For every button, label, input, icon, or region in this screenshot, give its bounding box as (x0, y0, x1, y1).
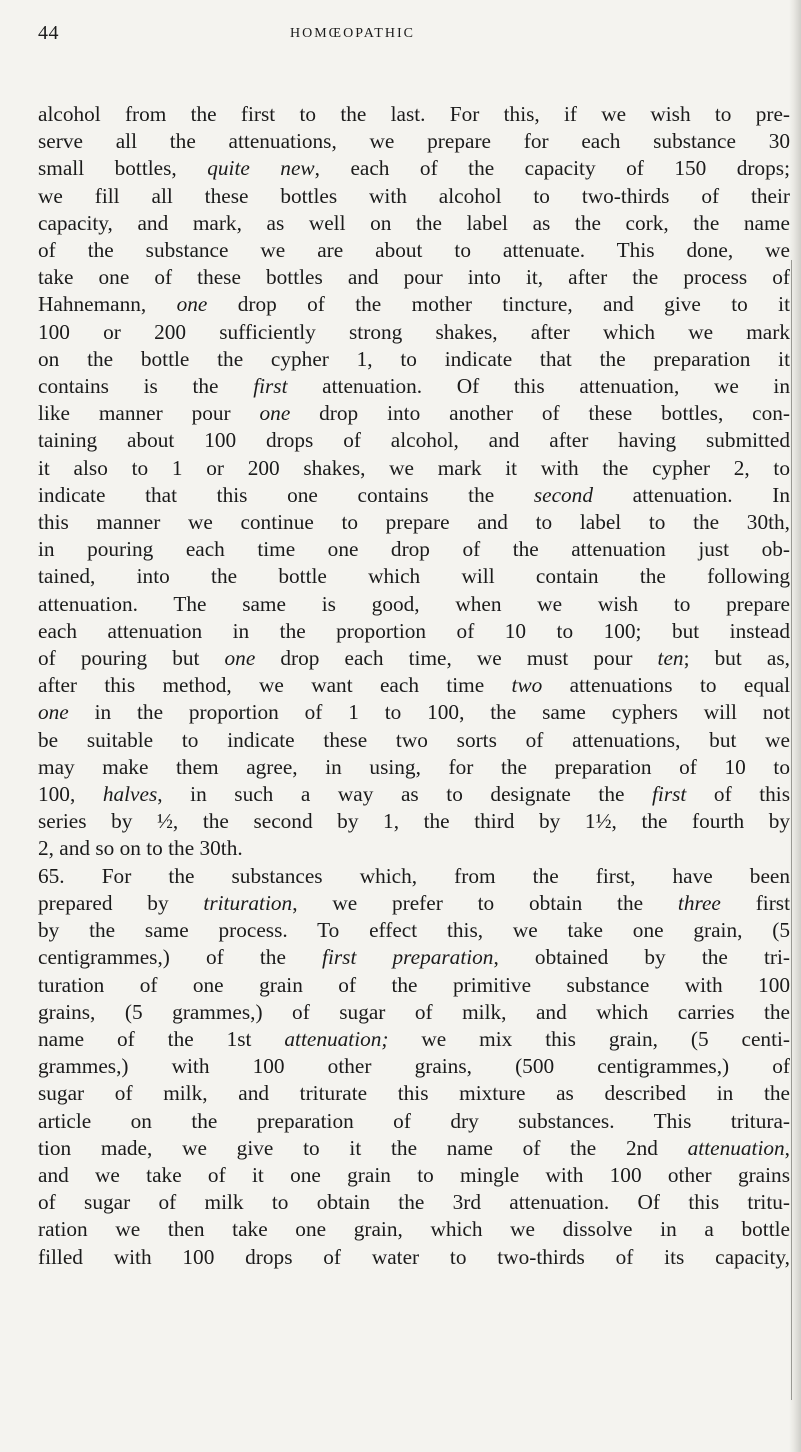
text-line (38, 890, 790, 917)
text-line (38, 264, 790, 291)
text-fragment: of sugar of milk to obtain the 3rd attenuation. Of this tritu- (38, 1190, 790, 1215)
page-number: 44 (38, 22, 59, 44)
italic-text: one (259, 401, 291, 426)
text-line (38, 754, 790, 781)
page-header (38, 18, 738, 48)
text-fragment: we mix this grain, (5 centi- (388, 1026, 791, 1051)
text-fragment: contains is the (38, 374, 254, 399)
text-line (38, 1053, 790, 1080)
text-fragment: indicate that this one contains the (38, 482, 534, 507)
italic-text: quite new (207, 156, 315, 181)
text-fragment: each attenuation in the proportion of 10 to 100; but instead (38, 618, 790, 643)
text-line (38, 155, 790, 182)
text-line (38, 183, 790, 210)
text-fragment: sugar of milk, and triturate this mixture as described in the (38, 1081, 790, 1106)
text-fragment: like manner pour (38, 401, 260, 426)
text-fragment: centigrammes,) of the (38, 945, 323, 970)
text-line (38, 672, 790, 699)
text-fragment: prepared by (38, 890, 204, 915)
text-line (38, 1135, 790, 1162)
text-line (38, 536, 790, 563)
text-fragment: it also to 1 or 200 shakes, we mark it with the cypher 2, to (38, 455, 790, 480)
text-fragment: small bottles, (38, 156, 208, 181)
italic-text: first preparation (322, 945, 494, 970)
text-fragment: filled with 100 drops of water to two-thirds of its capacity, (38, 1244, 790, 1269)
text-line (38, 101, 790, 128)
running-head: HOMŒOPATHIC (290, 26, 415, 41)
text-fragment: name of the 1st (38, 1026, 285, 1051)
italic-text: trituration (203, 890, 293, 915)
text-line (38, 509, 790, 536)
text-fragment: tion made, we give to it the name of the 2nd (38, 1135, 688, 1160)
text-fragment: on the bottle the cypher 1, to indicate that the preparation it (38, 346, 790, 371)
italic-text: attenuation; (284, 1026, 389, 1051)
text-fragment: alcohol from the first to the last. For this, if we wish to pre- (38, 102, 790, 126)
text-fragment: by the same process. To effect this, we take one grain, (5 (38, 918, 790, 943)
text-fragment: drop into another of these bottles, con- (290, 401, 790, 426)
italic-text: one (38, 700, 69, 725)
text-fragment: and we take of it one grain to mingle with 100 other grains (38, 1162, 790, 1187)
body-text (38, 101, 790, 1271)
text-line (38, 645, 790, 672)
text-fragment: first (720, 890, 790, 915)
text-fragment: 2, and so on to the 30th. (38, 836, 243, 861)
text-line (38, 128, 790, 155)
text-line (38, 237, 790, 264)
italic-text: two (511, 673, 543, 698)
text-fragment: of this (686, 782, 790, 807)
text-line (38, 591, 790, 618)
text-line (38, 972, 790, 999)
text-line (38, 808, 790, 835)
text-line (38, 1108, 790, 1135)
text-fragment: of pouring but (38, 646, 225, 671)
text-line (38, 210, 790, 237)
italic-text: ten (657, 646, 684, 671)
text-line (38, 1189, 790, 1216)
text-fragment: 65. For the substances which, from the first, have been (38, 863, 790, 888)
text-line (38, 727, 790, 754)
text-fragment: 100 or 200 sufficiently strong shakes, after which we mark (38, 319, 790, 344)
text-line (38, 1026, 790, 1053)
text-fragment: may make them agree, in using, for the preparation of 10 to (38, 754, 790, 779)
text-fragment: capacity, and mark, as well on the label as the cork, the name (38, 210, 790, 235)
text-line (38, 781, 790, 808)
text-fragment: this manner we continue to prepare and to label to the 30th, (38, 510, 790, 535)
text-fragment: Hahnemann, (38, 292, 177, 317)
italic-text: second (533, 482, 593, 507)
text-fragment: tained, into the bottle which will contain the following (38, 564, 790, 589)
italic-text: one (176, 292, 208, 317)
text-line (38, 455, 790, 482)
text-fragment: , each of the capacity of 150 drops; (314, 156, 791, 181)
text-fragment: drop of the mother tincture, and give to it (207, 292, 790, 317)
text-fragment: , we prefer to obtain the (292, 890, 678, 915)
text-line (38, 1162, 790, 1189)
text-line (38, 999, 790, 1026)
text-fragment: ration we then take one grain, which we dissolve in a bottle (38, 1217, 790, 1242)
text-fragment: attenuation. In (592, 482, 790, 507)
text-fragment: serve all the attenuations, we prepare for each substance 30 (38, 129, 790, 154)
text-line (38, 1244, 790, 1271)
text-line (38, 835, 790, 862)
text-fragment: be suitable to indicate these two sorts of attenuations, but we (38, 727, 790, 752)
text-line (38, 618, 790, 645)
text-fragment: series by ½, the second by 1, the third by 1½, the fourth by (38, 809, 790, 834)
text-fragment: , (784, 1135, 790, 1160)
italic-text: three (677, 890, 721, 915)
text-line (38, 944, 790, 971)
text-fragment: in the proportion of 1 to 100, the same cyphers will not (68, 700, 790, 725)
text-line (38, 563, 790, 590)
text-line (38, 699, 790, 726)
text-fragment: we fill all these bottles with alcohol to two-thirds of their (38, 183, 790, 208)
text-fragment: take one of these bottles and pour into it, after the process of (38, 265, 790, 290)
text-line (38, 319, 790, 346)
text-fragment: 100, (38, 782, 103, 807)
text-fragment: after this method, we want each time (38, 673, 512, 698)
text-line (38, 400, 790, 427)
text-fragment: , obtained by the tri- (493, 945, 790, 970)
italic-text: first (652, 782, 687, 807)
text-fragment: ; but as, (683, 646, 790, 671)
text-fragment: article on the preparation of dry substances. This tritura- (38, 1108, 790, 1133)
text-fragment: of the substance we are about to attenuate. This done, we (38, 238, 790, 263)
text-line (38, 346, 790, 373)
text-line (38, 373, 790, 400)
text-fragment: turation of one grain of the primitive substance with 100 (38, 972, 790, 997)
text-line (38, 863, 790, 890)
text-line (38, 291, 790, 318)
text-fragment: attenuation. Of this attenuation, we in (287, 374, 790, 399)
text-line (38, 427, 790, 454)
binding-edge-line (791, 260, 792, 1400)
text-fragment: grains, (5 grammes,) of sugar of milk, and which carries the (38, 999, 790, 1024)
text-fragment: drop each time, we must pour (255, 646, 658, 671)
text-fragment: attenuations to equal (542, 673, 790, 698)
text-line (38, 917, 790, 944)
text-line (38, 482, 790, 509)
text-fragment: in pouring each time one drop of the attenuation just ob- (38, 537, 790, 562)
text-fragment: attenuation. The same is good, when we wish to prepare (38, 591, 790, 616)
text-fragment: , in such a way as to designate the (157, 782, 653, 807)
italic-text: one (224, 646, 256, 671)
text-line (38, 1216, 790, 1243)
italic-text: halves (102, 782, 158, 807)
text-fragment: grammes,) with 100 other grains, (500 centigrammes,) of (38, 1054, 790, 1079)
italic-text: first (253, 374, 288, 399)
italic-text: attenuation (687, 1135, 785, 1160)
text-line (38, 1080, 790, 1107)
text-fragment: taining about 100 drops of alcohol, and after having submitted (38, 428, 790, 453)
